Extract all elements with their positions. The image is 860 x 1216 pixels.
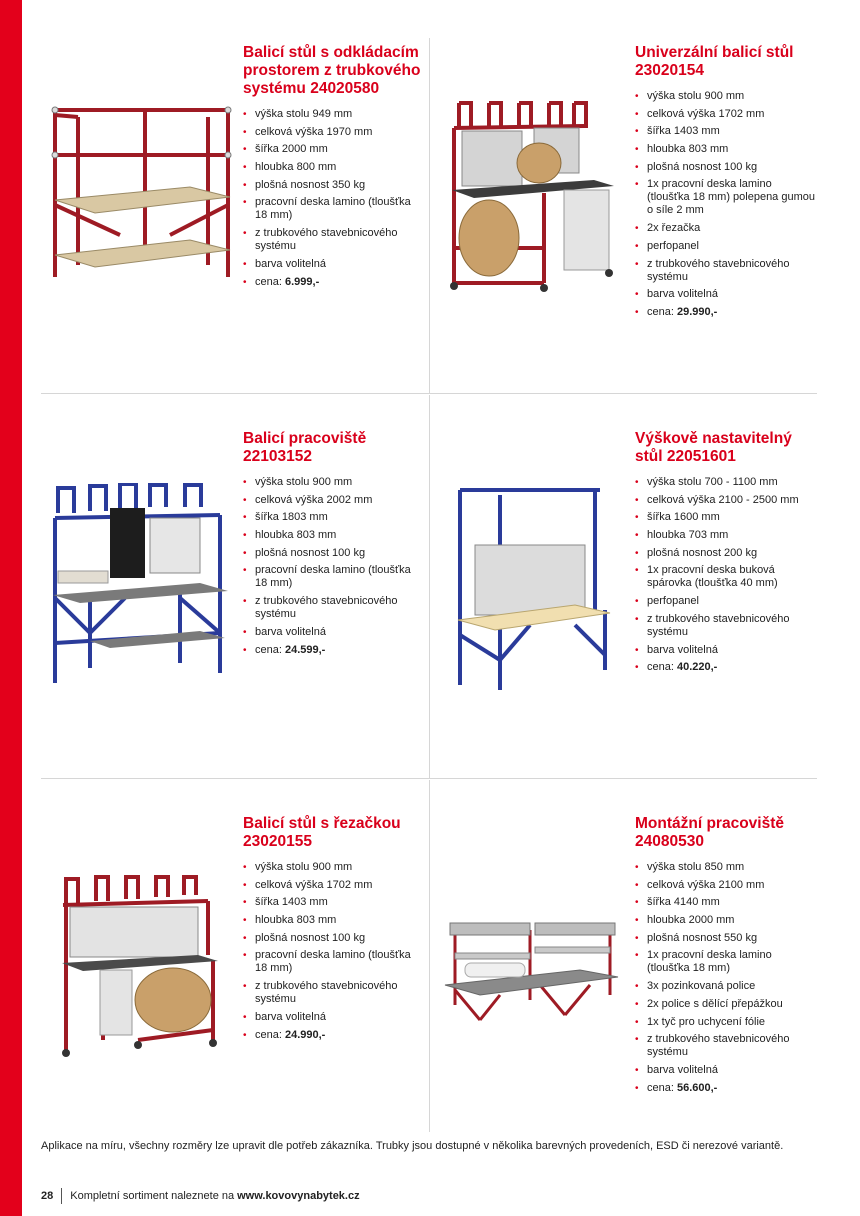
spec-item: • výška stolu 900 mm — [243, 861, 423, 874]
spec-item: • plošná nosnost 100 kg — [635, 161, 815, 174]
price-item — [635, 1082, 815, 1095]
spec-item: • barva volitelná — [243, 1011, 423, 1024]
product-title-line: Balicí stůl s řezačkou — [243, 815, 401, 832]
spec-item: • celková výška 1970 mm — [243, 126, 423, 139]
spec-item: • šířka 2000 mm — [243, 143, 423, 156]
spec-list — [635, 476, 815, 674]
spec-item: • pracovní deska lamino (tloušťka 18 mm) — [243, 564, 423, 590]
spec-item: • 2x police s dělící přepážkou — [635, 998, 815, 1011]
price-value: 24.990,- — [284, 1028, 326, 1041]
product-title-line: 22103152 — [243, 448, 312, 465]
spec-item: • z trubkového stavebnicového systému — [635, 1033, 815, 1059]
spec-list — [635, 90, 815, 319]
red-side-strip — [0, 0, 22, 1216]
price-item — [635, 306, 815, 319]
packing-table-illustration — [444, 98, 619, 293]
price-label: cena: — [255, 1028, 282, 1041]
spec-item: • hloubka 800 mm — [243, 161, 423, 174]
spec-item: • 3x pozinkovaná police — [635, 980, 815, 993]
spec-item: • hloubka 803 mm — [635, 143, 815, 156]
column-divider — [429, 395, 430, 778]
product-image — [440, 915, 620, 1030]
spec-item: • šířka 1403 mm — [243, 896, 423, 909]
product-title-line: 23020155 — [243, 833, 312, 850]
footnote: Aplikace na míru, všechny rozměry lze upravit dle potřeb zákazníka. Trubky jsou dostupné v několika barevných provedeních, ESD či nerezové variantě. — [41, 1140, 784, 1152]
spec-item: • celková výška 1702 mm — [635, 108, 815, 121]
footer-divider — [61, 1188, 62, 1204]
spec-item: • pracovní deska lamino (tloušťka 18 mm) — [243, 196, 423, 222]
spec-item: • z trubkového stavebnicového systému — [243, 980, 423, 1006]
product-title — [243, 44, 423, 98]
column-divider — [429, 38, 430, 393]
spec-item: • plošná nosnost 200 kg — [635, 547, 815, 560]
page-footer — [41, 1188, 360, 1204]
product-image — [444, 98, 619, 298]
spec-item: • šířka 1403 mm — [635, 125, 815, 138]
assembly-station-illustration — [440, 915, 620, 1025]
price-item — [243, 276, 423, 289]
price-label: cena: — [255, 275, 282, 288]
spec-item: • barva volitelná — [243, 258, 423, 271]
row-divider — [41, 393, 817, 394]
price-value: 6.999,- — [284, 275, 320, 288]
packing-station-illustration — [50, 483, 230, 693]
spec-item: • plošná nosnost 100 kg — [243, 932, 423, 945]
price-label: cena: — [647, 305, 674, 318]
spec-item: • výška stolu 850 mm — [635, 861, 815, 874]
footer-text: Kompletní sortiment naleznete na — [70, 1190, 235, 1202]
spec-item: • celková výška 2100 - 2500 mm — [635, 494, 815, 507]
shelf-workbench-illustration — [50, 105, 235, 285]
spec-list — [635, 861, 815, 1095]
spec-item: • z trubkového stavebnicového systému — [243, 227, 423, 253]
spec-item: • výška stolu 900 mm — [635, 90, 815, 103]
price-label: cena: — [647, 661, 674, 674]
spec-item: • plošná nosnost 100 kg — [243, 547, 423, 560]
spec-item: • výška stolu 900 mm — [243, 476, 423, 489]
row-divider — [41, 778, 817, 779]
packing-table-cutter-illustration — [58, 875, 223, 1060]
price-value: 40.220,- — [676, 661, 718, 674]
spec-item: • pracovní deska lamino (tloušťka 18 mm) — [243, 949, 423, 975]
product-title-line: prostorem z trubkového — [243, 62, 421, 79]
spec-list — [243, 476, 423, 657]
price-item — [243, 1029, 423, 1042]
website-link[interactable]: www.kovovynabytek.cz — [237, 1190, 360, 1202]
spec-item: • celková výška 1702 mm — [243, 879, 423, 892]
spec-item: • výška stolu 949 mm — [243, 108, 423, 121]
spec-item: • barva volitelná — [635, 288, 815, 301]
spec-item: • hloubka 803 mm — [243, 529, 423, 542]
spec-item: • z trubkového stavebnicového systému — [243, 595, 423, 621]
spec-item: • z trubkového stavebnicového systému — [635, 613, 815, 639]
spec-item: • výška stolu 700 - 1100 mm — [635, 476, 815, 489]
product-title-line: Balicí stůl s odkládacím — [243, 44, 419, 61]
product-title — [243, 430, 423, 466]
product-title-line: systému 24020580 — [243, 80, 380, 97]
spec-item: • 1x tyč pro uchycení fólie — [635, 1016, 815, 1029]
spec-list — [243, 108, 423, 289]
spec-item: • perfopanel — [635, 595, 815, 608]
product-title-line: 23020154 — [635, 62, 704, 79]
product-title — [635, 815, 815, 851]
spec-item: • barva volitelná — [243, 626, 423, 639]
spec-item: • 1x pracovní deska lamino (tloušťka 18 mm) — [635, 949, 815, 975]
product-image — [50, 483, 230, 698]
product-title — [243, 815, 423, 851]
price-value: 56.600,- — [676, 1081, 718, 1094]
spec-item: • perfopanel — [635, 240, 815, 253]
price-value: 29.990,- — [676, 305, 718, 318]
price-label: cena: — [255, 643, 282, 656]
height-adjustable-table-illustration — [455, 485, 615, 695]
spec-item: • šířka 1600 mm — [635, 511, 815, 524]
spec-item: • šířka 1803 mm — [243, 511, 423, 524]
spec-item: • hloubka 803 mm — [243, 914, 423, 927]
product-title-line: Výškově nastavitelný — [635, 430, 792, 447]
spec-item: • hloubka 2000 mm — [635, 914, 815, 927]
price-label: cena: — [647, 1081, 674, 1094]
spec-item: • šířka 4140 mm — [635, 896, 815, 909]
price-value: 24.599,- — [284, 643, 326, 656]
page-number: 28 — [41, 1190, 54, 1202]
column-divider — [429, 780, 430, 1132]
product-title-line: Univerzální balicí stůl — [635, 44, 794, 61]
product-title-line: 24080530 — [635, 833, 704, 850]
product-image — [455, 485, 615, 700]
spec-item: • plošná nosnost 350 kg — [243, 179, 423, 192]
product-title-line: Balicí pracoviště — [243, 430, 367, 447]
product-title — [635, 430, 815, 466]
product-title-line: Montážní pracoviště — [635, 815, 784, 832]
product-image — [50, 105, 235, 290]
product-title — [635, 44, 815, 80]
spec-item: • 1x pracovní deska buková spárovka (tloušťka 40 mm) — [635, 564, 815, 590]
product-title-line: stůl 22051601 — [635, 448, 736, 465]
spec-item: • 2x řezačka — [635, 222, 815, 235]
price-item — [635, 661, 815, 674]
price-item — [243, 644, 423, 657]
product-image — [58, 875, 223, 1065]
spec-item: • plošná nosnost 550 kg — [635, 932, 815, 945]
spec-item: • z trubkového stavebnicového systému — [635, 258, 815, 284]
spec-item: • hloubka 703 mm — [635, 529, 815, 542]
spec-item: • 1x pracovní deska lamino (tloušťka 18 mm) polepena gumou o síle 2 mm — [635, 178, 815, 217]
spec-item: • celková výška 2100 mm — [635, 879, 815, 892]
spec-list — [243, 861, 423, 1042]
spec-item: • barva volitelná — [635, 1064, 815, 1077]
spec-item: • celková výška 2002 mm — [243, 494, 423, 507]
spec-item: • barva volitelná — [635, 644, 815, 657]
